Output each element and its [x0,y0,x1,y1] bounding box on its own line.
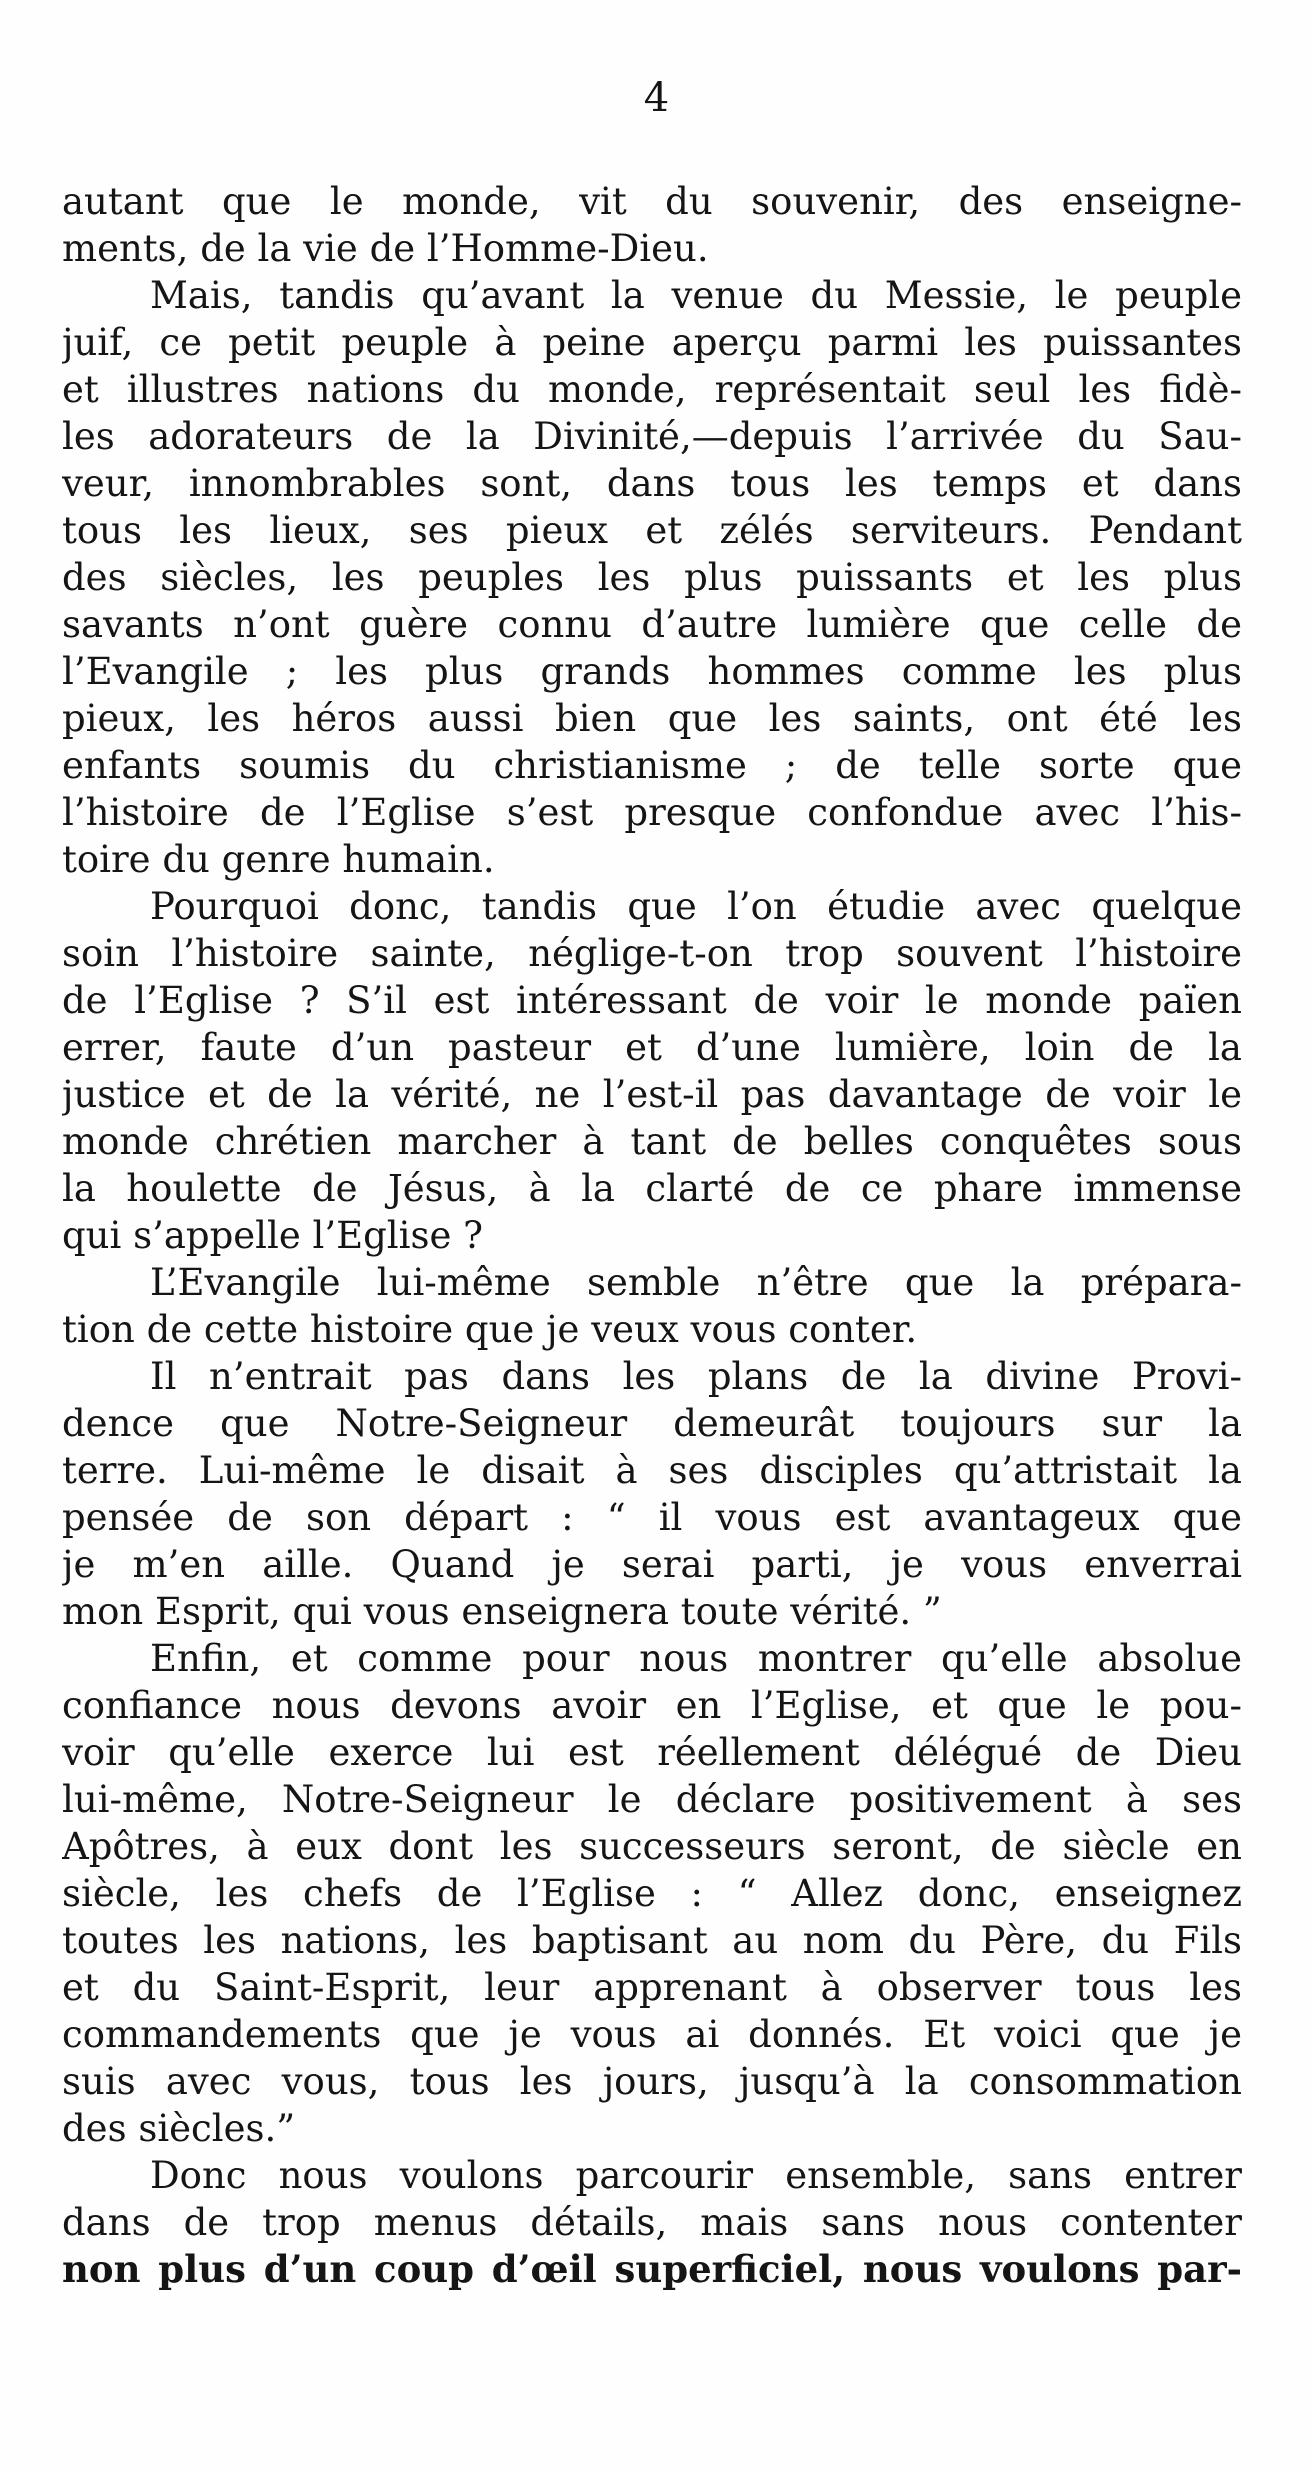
text-line: les adorateurs de la Divinité,—depuis l’arrivée du Sau- [62,415,1242,458]
text-line: justice et de la vérité, ne l’est-il pas davantage de voir le [62,1073,1242,1116]
text-line: voir qu’elle exerce lui est réellement délégué de Dieu [62,1731,1242,1774]
text-line: siècle, les chefs de l’Eglise : “ Allez donc, enseignez [62,1872,1242,1915]
text-line: ments, de la vie de l’Homme-Dieu. [62,227,709,270]
text-line: Apôtres, à eux dont les successeurs seront, de siècle en [62,1825,1242,1868]
text-line: enfants soumis du christianisme ; de telle sorte que [62,744,1242,787]
text-line: dans de trop menus détails, mais sans nous contenter [62,2201,1242,2244]
text-line: pieux, les héros aussi bien que les saints, ont été les [62,697,1242,740]
text-line: lui-même, Notre-Seigneur le déclare positivement à ses [62,1778,1242,1821]
text-line: et illustres nations du monde, représentait seul les fidè- [62,368,1242,411]
text-line: autant que le monde, vit du souvenir, des enseigne- [62,180,1242,223]
text-line: l’histoire de l’Eglise s’est presque confondue avec l’his- [62,791,1242,834]
text-line: toutes les nations, les baptisant au nom du Père, du Fils [62,1919,1242,1962]
text-line: savants n’ont guère connu d’autre lumière que celle de [62,603,1242,646]
text-line: l’Evangile ; les plus grands hommes comme les plus [62,650,1242,693]
text-line: Mais, tandis qu’avant la venue du Messie, le peuple [150,274,1242,317]
text-line: terre. Lui-même le disait à ses disciples qu’attristait la [62,1449,1242,1492]
text-line: de l’Eglise ? S’il est intéressant de voir le monde païen [62,979,1242,1022]
text-line: toire du genre humain. [62,838,495,881]
text-line: Enfin, et comme pour nous montrer qu’elle absolue [150,1637,1242,1680]
text-line: errer, faute d’un pasteur et d’une lumière, loin de la [62,1026,1242,1069]
text-line: soin l’histoire sainte, néglige-t-on trop souvent l’histoire [62,932,1242,975]
text-line: la houlette de Jésus, à la clarté de ce phare immense [62,1167,1242,1210]
text-line: L’Evangile lui-même semble n’être que la prépara- [150,1261,1242,1304]
text-line: non plus d’un coup d’œil superficiel, nous voulons par- [62,2247,1242,2291]
text-line: pensée de son départ : “ il vous est avantageux que [62,1496,1242,1539]
text-line: tion de cette histoire que je veux vous conter. [62,1308,918,1351]
text-line: Pourquoi donc, tandis que l’on étudie avec quelque [150,885,1242,928]
page-number: 4 [643,75,670,121]
text-line: des siècles.” [62,2107,296,2150]
text-line: monde chrétien marcher à tant de belles conquêtes sous [62,1120,1242,1163]
text-line: tous les lieux, ses pieux et zélés serviteurs. Pendant [62,509,1242,552]
text-line: dence que Notre-Seigneur demeurât toujours sur la [62,1402,1242,1445]
text-line: Donc nous voulons parcourir ensemble, sans entrer [150,2154,1242,2197]
text-line: commandements que je vous ai donnés. Et voici que je [62,2013,1242,2056]
text-line: qui s’appelle l’Eglise ? [62,1214,483,1257]
body-text [62,178,1242,2293]
text-line: confiance nous devons avoir en l’Eglise, et que le pou- [62,1684,1242,1727]
text-line: veur, innombrables sont, dans tous les temps et dans [62,462,1242,505]
text-line: Il n’entrait pas dans les plans de la divine Provi- [150,1355,1242,1398]
text-line: je m’en aille. Quand je serai parti, je vous enverrai [62,1543,1242,1586]
text-line: suis avec vous, tous les jours, jusqu’à la consommation [62,2060,1242,2103]
text-line: juif, ce petit peuple à peine aperçu parmi les puissantes [62,321,1242,364]
text-line: et du Saint-Esprit, leur apprenant à observer tous les [62,1966,1242,2009]
text-line: mon Esprit, qui vous enseignera toute vérité. ” [62,1590,942,1633]
text-line: des siècles, les peuples les plus puissants et les plus [62,556,1242,599]
